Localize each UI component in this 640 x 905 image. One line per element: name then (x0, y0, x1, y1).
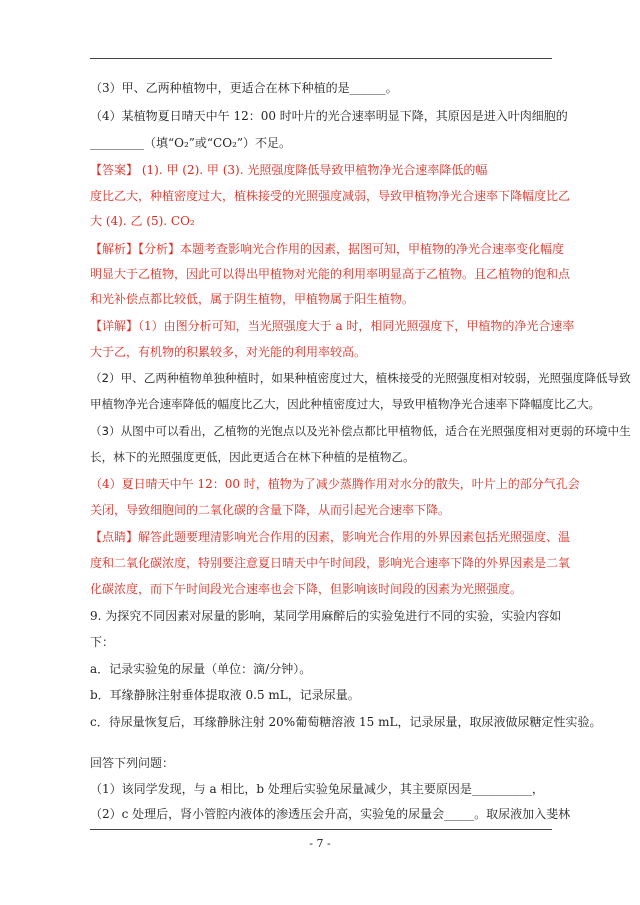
detail-line-4: 甲植物净光合速率降低的幅度比乙大，因此种植密度过大，导致甲植物净光合速率下降幅度比乙大。 (90, 397, 601, 411)
analysis-line-2: 明显大于乙植物，因此可以得出甲植物对光能的利用率明显高于乙植物。且乙植物的饱和点 (90, 267, 571, 281)
question-9-step-c: c．待尿量恢复后，耳缘静脉注射 20%葡萄糖溶液 15 mL，记录尿量，取尿液做尿糖定性实验。 (90, 715, 602, 729)
question-4-line-1: （4）某植物夏日晴天中午 12：00 时叶片的光合速率明显下降，其原因是进入叶肉细胞的 (90, 109, 568, 123)
question-9-part-2: （2）c 处理后，肾小管腔内液体的渗透压会升高，实验兔的尿量会_____。取尿液加入斐林 (90, 807, 571, 821)
tip-line-1 (90, 529, 571, 545)
detail-text-1: （1）由图分析可知，当光照强度大于 a 时，相同光照强度下，甲植物的净光合速率 (138, 319, 575, 333)
answer-line-2: 度比乙大，种植密度过大，植株接受的光照强度减弱，导致甲植物净光合速率下降幅度比乙 (90, 189, 571, 203)
analysis-tag: 【解析】【分析】 (90, 242, 181, 256)
answer-line-1 (90, 162, 560, 178)
question-9-step-b: b．耳缘静脉注射垂体提取液 0.5 mL，记录尿量。 (90, 688, 360, 702)
question-4-line-2: _________（填“O₂”或“CO₂”）不足。 (90, 136, 292, 150)
header-rule (90, 58, 552, 59)
tip-tag: 【点睛】 (90, 530, 139, 544)
detail-line-5: （3）从图中可以看出，乙植物的光饱点以及光补偿点都比甲植物低，适合在光照强度相对更弱的环境中生 (90, 424, 631, 438)
answer-text-1: (1). 甲 (2). 甲 (3). 光照强度降低导致甲植物净光合速率降低的幅 (138, 163, 488, 177)
tip-line-2: 度和二氧化碳浓度，特别要注意夏日晴天中午时间段，影响光合速率下降的外界因素是二氧 (90, 556, 571, 570)
answer-tag: 【答案】 (90, 163, 139, 177)
detail-line-7: （4）夏日晴天中午 12：00 时，植物为了减少蒸腾作用对水分的散失，叶片上的部分气孔会 (90, 477, 580, 491)
analysis-line-1 (90, 241, 565, 257)
question-9-intro-1: 9. 为探究不同因素对尿量的影响，某同学用麻醉后的实验兔进行不同的实验，实验内容如 (90, 609, 562, 623)
detail-line-3: （2）甲、乙两种植物单独种植时，如果种植密度过大，植株接受的光照强度相对较弱，光照强度降低导致 (90, 371, 631, 385)
detail-tag: 【详解】 (90, 319, 139, 333)
footer-rule (90, 829, 552, 830)
question-3-line: （3）甲、乙两种植物中，更适合在林下种植的是______。 (90, 81, 398, 95)
detail-line-8: 关闭，导致细胞间的二氧化碳的含量下降，从而引起光合速率下降。 (90, 503, 451, 517)
question-9-step-a: a．记录实验兔的尿量（单位：滴/分钟）。 (90, 662, 312, 676)
analysis-text-1: 本题考查影响光合作用的因素，据图可知，甲植物的净光合速率变化幅度 (180, 242, 565, 256)
detail-line-2: 大于乙，有机物的积累较多，对光能的利用率较高。 (90, 345, 367, 359)
tip-line-3: 化碳浓度，而下午时间段光合速率也会下降，但影响该时间段的因素为光照强度。 (90, 582, 523, 596)
page-number: - 7 - (309, 837, 331, 850)
detail-line-1 (90, 318, 575, 334)
detail-line-6: 长，林下的光照强度更低，因此更适合在林下种植的是植物乙。 (90, 450, 415, 464)
question-9-intro-2: 下： (90, 635, 115, 649)
analysis-line-3: 和光补偿点都比较低，属于阴生植物，甲植物属于阳生植物。 (90, 292, 415, 306)
question-9-part-1: （1）该同学发现，与 a 相比，b 处理后实验兔尿量减少，其主要原因是__________， (90, 782, 544, 796)
tip-text-1: 解答此题要理清影响光合作用的因素，影响光合作用的外界因素包括光照强度、温 (138, 530, 571, 544)
answer-line-3: 大 (4). 乙 (5). CO₂ (90, 214, 195, 228)
question-9-prompt: 回答下列问题： (90, 756, 175, 770)
